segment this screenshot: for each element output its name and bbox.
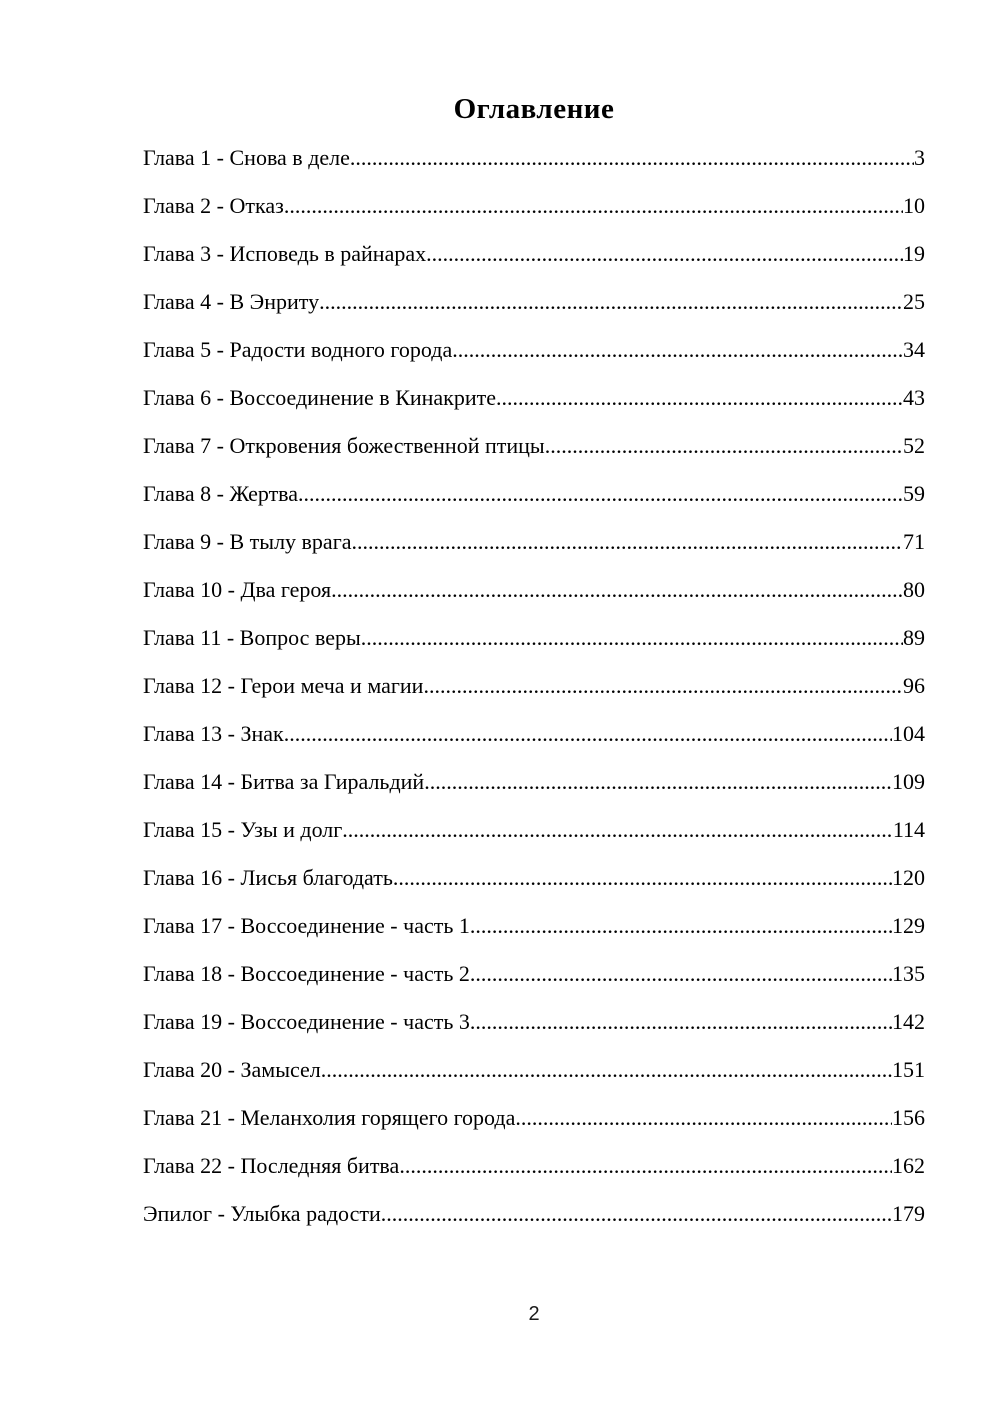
- toc-entry: [143, 1203, 925, 1225]
- toc-entry-label: Глава 16 - Лисья благодать: [143, 865, 393, 890]
- toc-dot-leader: [424, 771, 892, 793]
- toc-entry-label: Глава 14 - Битва за Гиральдий: [143, 769, 425, 794]
- toc-dot-leader: [470, 963, 892, 985]
- toc-entry: [143, 147, 925, 169]
- toc-entry-page: 142: [892, 1009, 925, 1034]
- page-title: Оглавление: [453, 93, 615, 125]
- toc-dot-leader: [393, 867, 892, 889]
- toc-dot-leader: [284, 723, 892, 745]
- toc-dot-leader: [496, 387, 903, 409]
- toc-entry-page: 179: [892, 1201, 925, 1226]
- toc-dot-leader: [331, 579, 903, 601]
- toc-dot-leader: [399, 1155, 892, 1177]
- toc-entry-page: 96: [903, 673, 925, 698]
- toc-entry-label: Глава 7 - Откровения божественной птицы: [143, 433, 545, 458]
- toc-entry: [143, 1107, 925, 1129]
- toc-entry-label: Глава 21 - Меланхолия горящего города: [143, 1105, 516, 1130]
- toc-content: [143, 93, 925, 1251]
- toc-entry-page: 162: [892, 1153, 925, 1178]
- toc-dot-leader: [426, 243, 903, 265]
- toc-entry: [143, 1155, 925, 1177]
- toc-entry-label: Глава 20 - Замысел: [143, 1057, 321, 1082]
- toc-entry-label: Глава 2 - Отказ: [143, 193, 284, 218]
- toc-entry: [143, 867, 925, 889]
- toc-entry-label: Глава 12 - Герои меча и магии: [143, 673, 424, 698]
- toc-entry-page: 43: [903, 385, 925, 410]
- page-number: 2: [528, 1303, 540, 1325]
- toc-entry-label: Глава 9 - В тылу врага: [143, 529, 352, 554]
- toc-entry: [143, 483, 925, 505]
- toc-dot-leader: [351, 531, 903, 553]
- toc-entry-page: 80: [903, 577, 925, 602]
- toc-entry: [143, 435, 925, 457]
- toc-dot-leader: [284, 195, 903, 217]
- toc-entry-label: Глава 5 - Радости водного города: [143, 337, 453, 362]
- toc-entry-page: 3: [914, 145, 925, 170]
- toc-dot-leader: [545, 435, 903, 457]
- toc-entry: [143, 915, 925, 937]
- toc-dot-leader: [342, 819, 893, 841]
- toc-entry-page: 120: [892, 865, 925, 890]
- toc-entry-label: Глава 4 - В Энриту: [143, 289, 320, 314]
- toc-entry: [143, 963, 925, 985]
- toc-entry-page: 104: [892, 721, 925, 746]
- toc-entry: [143, 675, 925, 697]
- toc-entry-label: Глава 22 - Последняя битва: [143, 1153, 400, 1178]
- toc-entry-page: 25: [903, 289, 925, 314]
- toc-entry-page: 89: [903, 625, 925, 650]
- toc-dot-leader: [515, 1107, 892, 1129]
- toc-entry: [143, 387, 925, 409]
- toc-entry-label: Глава 13 - Знак: [143, 721, 284, 746]
- toc-entry-label: Глава 11 - Вопрос веры: [143, 625, 361, 650]
- toc-entry-page: 151: [892, 1057, 925, 1082]
- toc-list: [143, 147, 925, 1225]
- toc-entry-page: 114: [892, 817, 925, 842]
- toc-entry-page: 52: [903, 433, 925, 458]
- toc-dot-leader: [470, 1011, 892, 1033]
- toc-entry-label: Глава 17 - Воссоединение - часть 1: [143, 913, 470, 938]
- toc-entry: [143, 579, 925, 601]
- toc-entry-page: 129: [892, 913, 925, 938]
- toc-dot-leader: [452, 339, 903, 361]
- toc-entry-page: 34: [903, 337, 925, 362]
- toc-dot-leader: [470, 915, 892, 937]
- toc-entry-page: 156: [892, 1105, 925, 1130]
- toc-entry-page: 135: [892, 961, 925, 986]
- toc-entry-page: 19: [903, 241, 925, 266]
- toc-dot-leader: [298, 483, 903, 505]
- toc-entry: [143, 771, 925, 793]
- toc-entry-page: 59: [903, 481, 925, 506]
- toc-entry-page: 109: [892, 769, 925, 794]
- toc-entry-label: Глава 19 - Воссоединение - часть 3: [143, 1009, 470, 1034]
- toc-entry-label: Глава 10 - Два героя: [143, 577, 332, 602]
- toc-entry-label: Эпилог - Улыбка радости: [143, 1201, 381, 1226]
- toc-entry-label: Глава 6 - Воссоединение в Кинакрите: [143, 385, 497, 410]
- toc-entry-label: Глава 3 - Исповедь в райнарах: [143, 241, 427, 266]
- toc-dot-leader: [381, 1203, 892, 1225]
- toc-entry: [143, 627, 925, 649]
- toc-dot-leader: [319, 291, 903, 313]
- toc-dot-leader: [423, 675, 903, 697]
- toc-entry-label: Глава 1 - Снова в деле: [143, 145, 350, 170]
- toc-dot-leader: [361, 627, 903, 649]
- toc-dot-leader: [321, 1059, 892, 1081]
- toc-dot-leader: [350, 147, 914, 169]
- toc-entry: [143, 1011, 925, 1033]
- toc-entry-page: 71: [903, 529, 925, 554]
- toc-entry-page: 10: [903, 193, 925, 218]
- toc-entry-label: Глава 15 - Узы и долг: [143, 817, 343, 842]
- toc-entry: [143, 243, 925, 265]
- toc-entry-label: Глава 18 - Воссоединение - часть 2: [143, 961, 470, 986]
- toc-entry: [143, 819, 925, 841]
- toc-entry: [143, 723, 925, 745]
- toc-entry: [143, 339, 925, 361]
- toc-entry: [143, 1059, 925, 1081]
- toc-entry: [143, 531, 925, 553]
- toc-entry: [143, 195, 925, 217]
- toc-entry-label: Глава 8 - Жертва: [143, 481, 299, 506]
- toc-entry: [143, 291, 925, 313]
